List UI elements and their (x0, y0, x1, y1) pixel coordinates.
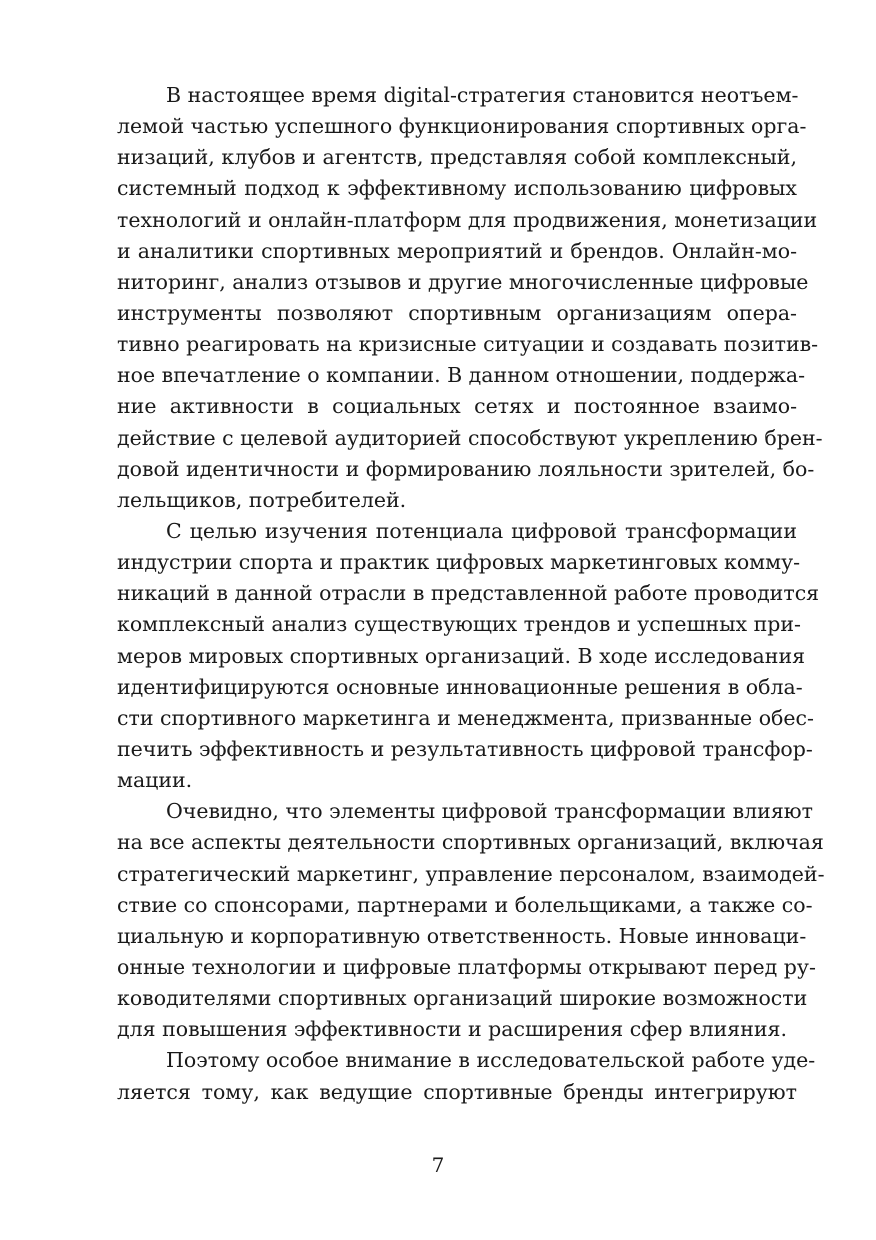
paragraph (117, 796, 825, 1045)
text-line: технологий и онлайн-платформ для продвижения, монетизации (117, 207, 818, 232)
text-line: для повышения эффективности и расширения сфер влияния. (117, 1017, 787, 1042)
text-line: ние активности в социальных сетях и постоянное взаимо- (117, 394, 797, 419)
text-line: инструменты позволяют спортивным организациям опера- (117, 300, 797, 325)
text-line: ствие со спонсорами, партнерами и болельщиками, а также со- (117, 892, 813, 917)
page-number: 7 (431, 1153, 445, 1177)
paragraph (117, 1045, 816, 1107)
text-line: комплексный анализ существующих трендов и успешных при- (117, 612, 801, 637)
text-line: меров мировых спортивных организаций. В ходе исследования (117, 643, 806, 668)
text-line: и аналитики спортивных мероприятий и брендов. Онлайн-мо- (117, 238, 797, 263)
text-line: В настоящее время digital-стратегия становится неотъем- (166, 83, 799, 107)
text-line: идентифицируются основные инновационные решения в обла- (117, 674, 803, 699)
paragraph (117, 516, 820, 796)
text-line: печить эффективность и результативность цифровой трансфор- (117, 736, 813, 761)
paragraph (117, 80, 823, 516)
text-line: довой идентичности и формированию лояльности зрителей, бо- (117, 456, 815, 481)
text-line: на все аспекты деятельности спортивных организаций, включая (117, 830, 824, 855)
text-line: Очевидно, что элементы цифровой трансформации влияют (166, 799, 813, 824)
text-line: действие с целевой аудиторией способствуют укреплению брен- (117, 425, 823, 450)
text-line: тивно реагировать на кризисные ситуации и создавать позитив- (117, 332, 819, 357)
text-line: ниторинг, анализ отзывов и другие многочисленные цифровые (117, 269, 809, 294)
body-text (117, 80, 825, 1108)
text-line: никаций в данной отрасли в представленной работе проводится (117, 581, 820, 606)
text-line: циальную и корпоративную ответственность. Новые инноваци- (117, 923, 807, 948)
text-line: ководителями спортивных организаций широкие возможности (117, 986, 808, 1011)
text-line: онные технологии и цифровые платформы открывают перед ру- (117, 954, 816, 979)
text-line: индустрии спорта и практик цифровых маркетинговых комму- (117, 550, 801, 575)
text-line: лельщиков, потребителей. (117, 487, 407, 512)
text-line: низаций, клубов и агентств, представляя собой комплексный, (117, 145, 797, 170)
text-line: Поэтому особое внимание в исследовательской работе уде- (166, 1048, 816, 1073)
text-line: ное впечатление о компании. В данном отношении, поддержа- (117, 363, 806, 388)
text-line: сти спортивного маркетинга и менеджмента, призванные обес- (117, 705, 814, 730)
text-line: лемой частью успешного функционирования спортивных орга- (117, 114, 807, 139)
text-line: мации. (117, 768, 193, 793)
text-line: С целью изучения потенциала цифровой трансформации (166, 518, 797, 543)
text-line: стратегический маркетинг, управление персоналом, взаимодей- (117, 861, 825, 886)
text-line: системный подход к эффективному использованию цифровых (117, 176, 797, 201)
text-line: ляется тому, как ведущие спортивные бренды интегрируют (117, 1079, 797, 1104)
